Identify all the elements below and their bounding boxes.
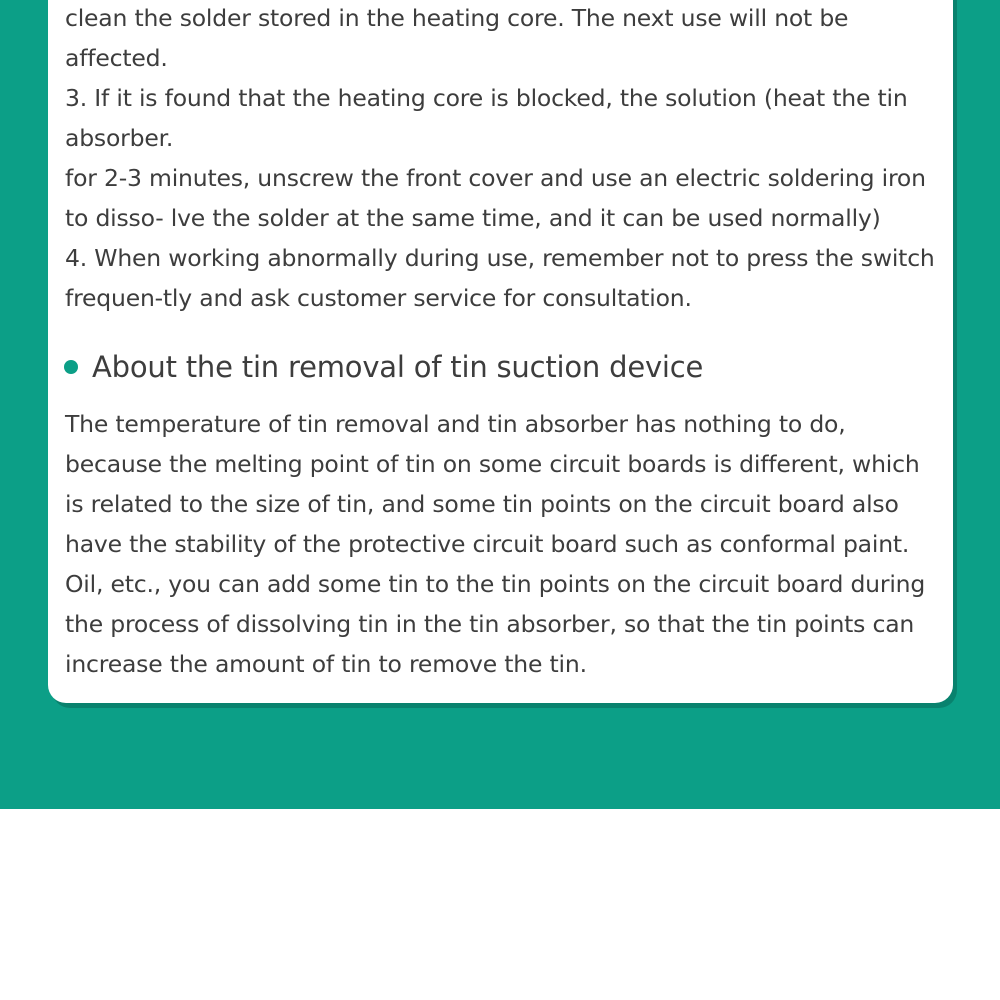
section-body-text bbox=[65, 404, 953, 684]
section-heading bbox=[64, 347, 703, 387]
text-line: to disso- lve the solder at the same time, and it can be used normally) bbox=[65, 204, 881, 232]
text-line: because the melting point of tin on some circuit boards is different, which bbox=[65, 450, 920, 478]
text-line: have the stability of the protective circuit board such as conformal paint. bbox=[65, 530, 910, 558]
text-line: 4. When working abnormally during use, remember not to press the switch bbox=[65, 244, 935, 272]
text-line: affected. bbox=[65, 44, 168, 72]
instructions-text bbox=[65, 0, 953, 318]
text-line: Oil, etc., you can add some tin to the tin points on the circuit board during bbox=[65, 570, 926, 598]
text-line: frequen-tly and ask customer service for consultation. bbox=[65, 284, 692, 312]
text-line: clean the solder stored in the heating core. The next use will not be bbox=[65, 4, 849, 32]
text-line: is related to the size of tin, and some tin points on the circuit board also bbox=[65, 490, 899, 518]
section-heading-text: About the tin removal of tin suction device bbox=[92, 350, 704, 384]
bullet-dot-icon bbox=[64, 360, 78, 374]
text-line: increase the amount of tin to remove the tin. bbox=[65, 650, 587, 678]
text-line: The temperature of tin removal and tin absorber has nothing to do, bbox=[65, 410, 846, 438]
text-line: for 2-3 minutes, unscrew the front cover and use an electric soldering iron bbox=[65, 164, 926, 192]
text-line: 3. If it is found that the heating core is blocked, the solution (heat the tin bbox=[65, 84, 908, 112]
content-card bbox=[48, 0, 953, 703]
text-line: absorber. bbox=[65, 124, 174, 152]
text-line: the process of dissolving tin in the tin absorber, so that the tin points can bbox=[65, 610, 915, 638]
